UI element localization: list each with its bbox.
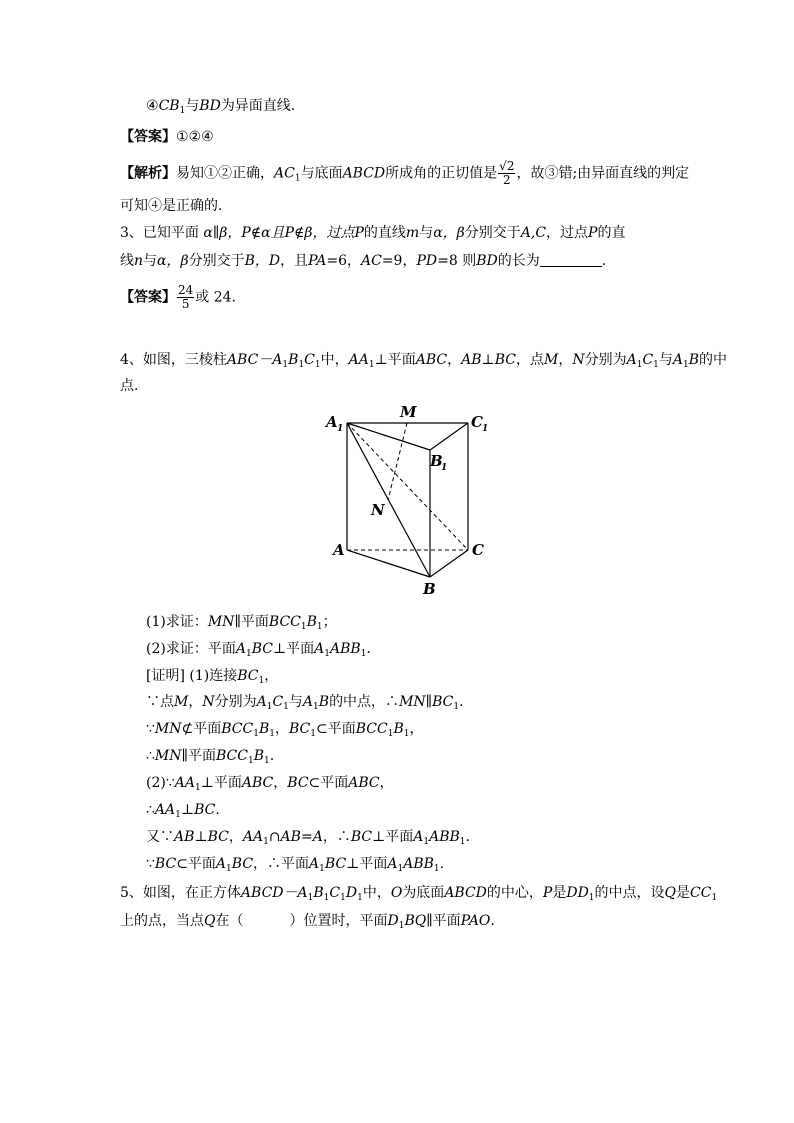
edge-b-c: [430, 550, 468, 577]
sub: 1: [264, 756, 270, 766]
sub: 1: [310, 729, 316, 739]
text: 又∵: [146, 829, 174, 845]
text: 是: [552, 885, 567, 901]
text: 5: [181, 297, 190, 311]
text: 24: [178, 283, 194, 297]
text: AA: [348, 352, 369, 368]
text: B: [258, 721, 270, 737]
text: ABB: [403, 856, 434, 872]
text: A: [387, 856, 398, 872]
sub: 1: [323, 893, 330, 903]
text: .: [459, 694, 464, 710]
text: BD: [476, 253, 498, 269]
text: M: [174, 694, 189, 710]
text: ∵: [146, 856, 155, 872]
label-a1: A: [326, 413, 338, 431]
sub: 1: [319, 864, 325, 874]
text: 的中心，: [486, 885, 543, 901]
text: 与: [658, 352, 673, 368]
answer-label: 【答案】: [120, 289, 176, 306]
text: B: [313, 885, 324, 901]
text: DD: [566, 885, 589, 901]
sub: 1: [403, 729, 410, 739]
text: M: [543, 352, 559, 368]
text: 线: [120, 253, 134, 269]
sub: 1: [263, 837, 269, 847]
text: 的中点，∴: [329, 694, 400, 710]
text: n: [134, 253, 144, 269]
question-5-line-1: [120, 883, 717, 903]
sub: 1: [226, 864, 232, 874]
text: ，∴: [322, 829, 351, 845]
sub: 1: [397, 864, 404, 874]
text: 的直: [597, 225, 626, 241]
text: BCC: [215, 748, 248, 764]
answer-value: ①②④: [176, 129, 214, 145]
text: ABCD－A: [240, 885, 308, 901]
sub: 1: [387, 729, 394, 739]
text: ，: [188, 694, 203, 710]
text: 或: [195, 289, 210, 306]
label-n: N: [371, 501, 385, 519]
sub: 1: [368, 360, 375, 370]
text: ABC－A: [226, 352, 283, 368]
text: ABB: [429, 829, 460, 845]
text: ，且: [280, 253, 309, 269]
text: AA: [154, 802, 176, 818]
text: .: [439, 856, 445, 872]
text: ；: [322, 614, 337, 630]
sub: 1: [433, 864, 440, 874]
text: MN: [207, 614, 235, 630]
text: Q: [204, 913, 216, 929]
sub: 1: [253, 729, 259, 739]
sol-line-3: [146, 666, 278, 686]
text: BC: [324, 856, 347, 872]
text: 分别交于: [188, 253, 245, 269]
text: [证明] (1)连接: [146, 668, 238, 684]
sub: 1: [459, 837, 466, 847]
text: .: [215, 802, 220, 818]
label-a: A: [333, 541, 345, 559]
text: AB: [461, 352, 482, 368]
text: 5、如图，在正方体: [120, 885, 241, 901]
text: A: [215, 856, 227, 872]
text: ABC: [348, 775, 380, 791]
text: 的长为: [497, 253, 540, 269]
text: 为异面直线.: [220, 98, 296, 114]
text: ⊥平面: [272, 641, 315, 657]
text: =: [300, 829, 313, 845]
text: AA: [242, 829, 264, 845]
text: 与: [185, 98, 200, 114]
text: A,C: [520, 225, 547, 241]
sub: 1: [282, 360, 289, 370]
text: ，: [447, 352, 462, 368]
text: 与: [143, 253, 158, 269]
text: BCC: [355, 721, 388, 737]
var-bd: BD: [199, 98, 221, 114]
sub: 1: [194, 783, 201, 793]
sub: 1: [653, 360, 659, 370]
text: ⊄平面: [181, 721, 222, 737]
text: (1)求证：: [146, 614, 208, 630]
text: 在（: [215, 913, 244, 929]
text: 的中: [699, 352, 728, 368]
question-4-line-1: [120, 350, 727, 370]
sol-line-5: [146, 719, 423, 739]
text: AC: [361, 253, 382, 269]
text: BQ: [404, 913, 427, 929]
text: BCC: [221, 721, 254, 737]
text: ∩: [268, 829, 281, 845]
answer-1: [120, 127, 214, 147]
sol-line-9: [146, 827, 470, 847]
text: ，: [558, 352, 573, 368]
text: D: [387, 913, 399, 929]
text: .: [465, 829, 470, 845]
sub: 1: [453, 702, 460, 712]
text: P: [588, 225, 598, 241]
text: B: [318, 694, 330, 710]
text: ABC: [241, 775, 274, 791]
sub: 1: [360, 649, 367, 659]
sub: 1: [283, 702, 289, 712]
sub: 1: [247, 756, 254, 766]
text: ∥平面: [234, 614, 269, 630]
text: ，点: [515, 352, 544, 368]
question-3-line-1: [120, 223, 625, 243]
sub: 1: [316, 622, 323, 632]
text: A: [235, 641, 246, 657]
text: ，: [228, 829, 243, 845]
text: CC: [690, 885, 712, 901]
text: B: [288, 352, 299, 368]
text: ⊥平面: [200, 775, 242, 791]
text: 2: [502, 173, 511, 187]
text: 分别为: [584, 352, 627, 368]
text: ∥: [425, 694, 433, 710]
text: =9，: [381, 253, 417, 269]
text: 与: [419, 225, 434, 241]
text: BC: [287, 775, 309, 791]
text: 的直线: [363, 225, 406, 241]
text: PA: [308, 253, 327, 269]
text: ，: [409, 721, 424, 737]
text: A: [302, 694, 314, 710]
text: ABC: [415, 352, 448, 368]
text: .: [269, 748, 275, 764]
text: A: [312, 829, 323, 845]
text: A: [672, 352, 684, 368]
sub: 1: [313, 702, 319, 712]
text: BC: [494, 352, 516, 368]
text: MN: [154, 721, 182, 737]
text: 中，: [320, 352, 349, 368]
analysis-line-2: 可知④是正确的.: [120, 198, 223, 214]
text: 中，: [362, 885, 391, 901]
text: 分别为: [214, 694, 257, 710]
text: C: [642, 352, 654, 368]
text: BCC: [268, 614, 301, 630]
analysis-label: 【解析】: [120, 165, 176, 182]
text: m: [405, 225, 420, 241]
text: Q: [664, 885, 677, 901]
text: ，故③错;由异面直线的判定: [516, 165, 690, 182]
text: A: [314, 641, 325, 657]
text: 是: [676, 885, 691, 901]
text: PD: [416, 253, 438, 269]
text: ⊥: [194, 829, 208, 845]
text: α，β: [433, 225, 465, 241]
text: A: [256, 694, 267, 710]
sub: 1: [258, 676, 265, 686]
text: ⊥平面: [374, 352, 416, 368]
sol-line-7: [146, 773, 394, 793]
text: B: [688, 352, 700, 368]
text: C: [329, 885, 341, 901]
text: AB: [280, 829, 301, 845]
text: 4、如图，三棱柱: [120, 352, 227, 368]
sub: 1: [340, 893, 346, 903]
text: BC: [194, 802, 216, 818]
sol-line-1: [146, 612, 337, 632]
text: α∥β，P∉α且P∉β，过点: [203, 225, 355, 241]
item-4-marker: ④: [146, 98, 159, 114]
label-b: B: [423, 580, 436, 598]
label-c1: C: [471, 413, 483, 431]
sub: 1: [179, 106, 186, 116]
text: BC: [251, 641, 273, 657]
answer-3: [120, 284, 236, 311]
text: 易知①②正确，: [176, 165, 274, 182]
sub: 1: [300, 622, 307, 632]
text: 上的点，当点: [120, 913, 204, 929]
text: .: [366, 641, 371, 657]
text: A: [413, 829, 424, 845]
text: AB: [174, 829, 195, 845]
text: ，: [264, 668, 279, 684]
edge-b1-c1: [430, 423, 468, 450]
text: BC: [237, 668, 259, 684]
text: B，D: [244, 253, 281, 269]
text: ∵点: [146, 694, 174, 710]
sub: 1: [398, 921, 405, 931]
label-c1-sub: 1: [482, 424, 489, 434]
text: ，: [275, 721, 289, 737]
segment-m-n-hidden: [388, 423, 407, 500]
text: ⊥平面: [372, 829, 414, 845]
text: (2)∵: [146, 775, 175, 791]
text: BC: [231, 856, 254, 872]
text: ）位置时，平面: [289, 913, 388, 929]
sol-line-2: [146, 639, 371, 659]
text: ∵: [146, 721, 155, 737]
sub: 1: [298, 360, 305, 370]
text: α，β: [157, 253, 189, 269]
text: C: [304, 352, 315, 368]
answer-blank[interactable]: [540, 252, 602, 267]
text: BC: [350, 829, 373, 845]
sub: 1: [423, 837, 430, 847]
sol-line-6: [146, 746, 274, 766]
text: =8 则: [437, 253, 477, 269]
sub: 1: [324, 649, 330, 659]
text: ，: [273, 775, 288, 791]
text: MN: [154, 748, 182, 764]
var-cb1: CB: [158, 98, 180, 114]
text: ⊥: [481, 352, 495, 368]
text: AC: [274, 165, 295, 182]
sub: 1: [588, 893, 595, 903]
text: P: [354, 225, 364, 241]
text: ∥平面: [181, 748, 216, 764]
text: .: [490, 913, 495, 929]
text: ，过点: [546, 225, 589, 241]
text: (2)求证：平面: [146, 641, 236, 657]
text: BC: [432, 694, 454, 710]
text: B: [393, 721, 404, 737]
text: 为底面: [402, 885, 445, 901]
text: ⊂平面: [316, 721, 356, 737]
label-a1-sub: 1: [337, 424, 344, 434]
label-b1: B: [430, 452, 443, 470]
text: BC: [154, 856, 177, 872]
sub: 1: [307, 893, 314, 903]
text: 24.: [209, 289, 236, 306]
text: ⊥: [180, 802, 195, 818]
analysis-line-1: [120, 160, 689, 187]
text: ABB: [330, 641, 361, 657]
text: √2: [499, 159, 515, 173]
text: 与: [288, 694, 303, 710]
sol-line-4: [146, 692, 464, 712]
text: ⊥平面: [346, 856, 388, 872]
text: ⊂平面: [308, 775, 349, 791]
text: B: [306, 614, 317, 630]
sub: 1: [294, 173, 301, 184]
sub: 1: [269, 729, 275, 739]
question-4-line-2: 点.: [120, 378, 139, 394]
sub: 1: [314, 360, 321, 370]
text: D: [345, 885, 358, 901]
label-c: C: [472, 541, 484, 559]
question-5-line-2: [120, 911, 495, 931]
text: BC: [207, 829, 229, 845]
text: .: [601, 253, 607, 269]
text: ，: [379, 775, 394, 791]
text: ⊂平面: [176, 856, 216, 872]
text: N: [202, 694, 215, 710]
answer-label: 【答案】: [120, 129, 176, 145]
text: MN: [399, 694, 426, 710]
text: =6，: [326, 253, 361, 269]
text: 与底面: [300, 165, 343, 182]
text: C: [272, 694, 284, 710]
text: B: [253, 748, 264, 764]
text: O: [390, 885, 403, 901]
text: 所成角的正切值是: [385, 165, 498, 182]
text: ，∴平面: [253, 856, 310, 872]
sub: 1: [636, 360, 643, 370]
sol-line-8: [146, 800, 220, 820]
text: BC: [289, 721, 311, 737]
question-3-line-2: [120, 251, 606, 271]
text: N: [572, 352, 585, 368]
text: 的中点，设: [594, 885, 665, 901]
text: ABCD: [444, 885, 487, 901]
sub: 1: [175, 810, 181, 820]
text: 3、已知平面: [120, 225, 204, 241]
sub: 1: [266, 702, 273, 712]
sol-line-10: [146, 854, 444, 874]
fraction-24-over-5: [177, 284, 194, 311]
text: PAO: [460, 913, 491, 929]
text: ∥平面: [426, 913, 461, 929]
label-m: M: [400, 403, 417, 421]
text: ∴: [146, 802, 155, 818]
item-4-line: [146, 96, 295, 116]
text: P: [542, 885, 553, 901]
sub: 1: [683, 360, 689, 370]
text: 分别交于: [464, 225, 521, 241]
sub: 1: [711, 893, 718, 903]
text: A: [309, 856, 320, 872]
prism-figure: [320, 400, 500, 600]
text: AA: [174, 775, 195, 791]
sub: 1: [357, 893, 363, 903]
text: ABCD: [342, 165, 386, 182]
fraction-sqrt2-over-2: [498, 160, 515, 187]
text: A: [626, 352, 637, 368]
sub: 1: [245, 649, 252, 659]
label-b1-sub: 1: [441, 463, 448, 473]
text: ∴: [146, 748, 155, 764]
